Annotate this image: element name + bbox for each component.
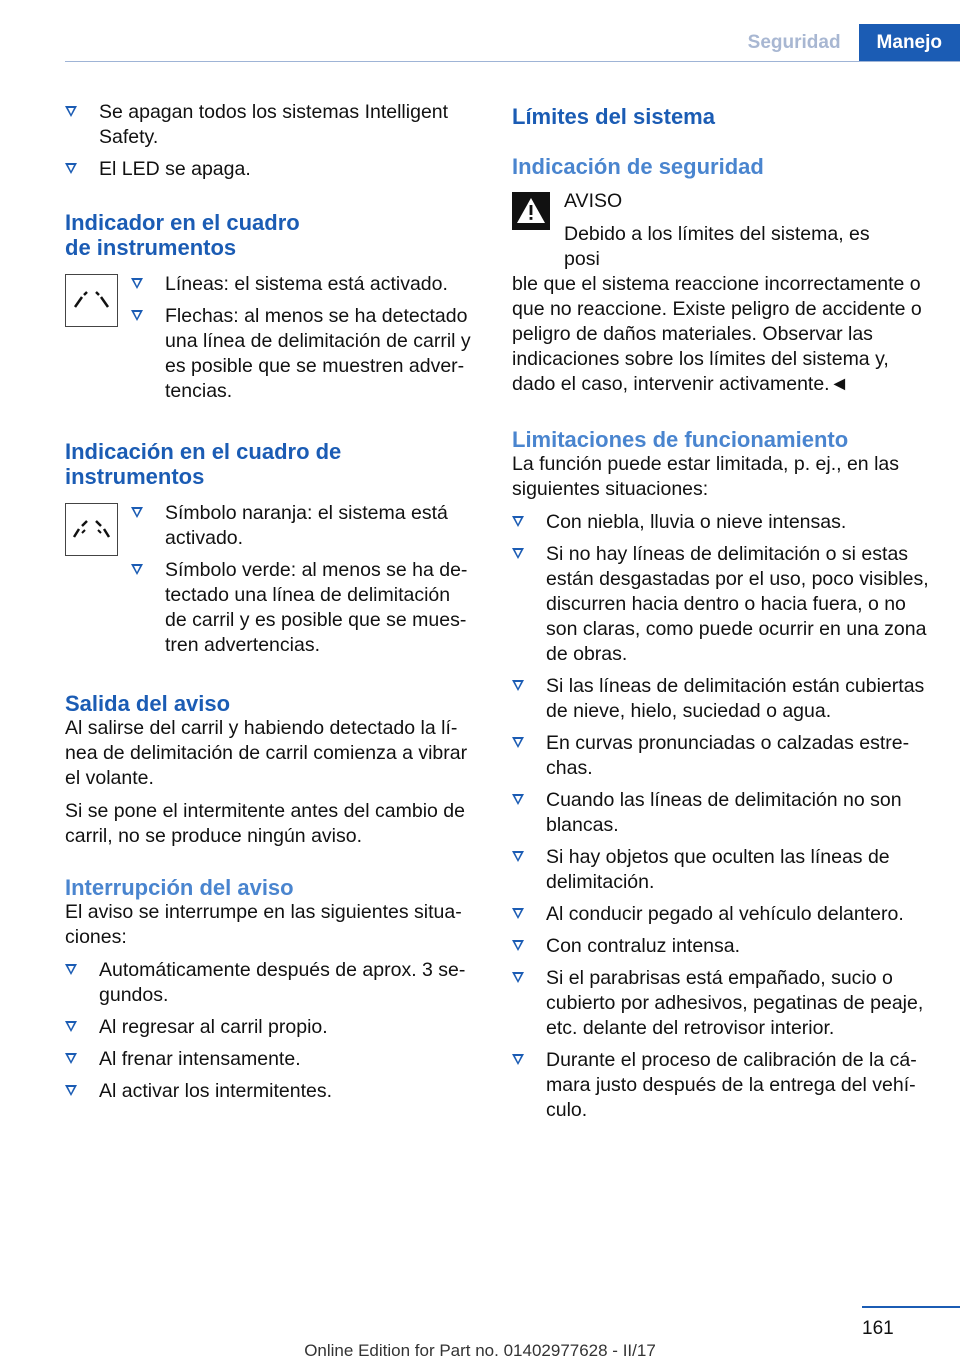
bullet-triangle-icon bbox=[65, 163, 77, 174]
list-item: Cuando las líneas de delimitación no son blancas. bbox=[512, 788, 930, 838]
indication-row bbox=[65, 501, 475, 665]
list-item: Si el parabrisas está empañado, sucio o cubierto por adhesivos, pegatinas de peaje, etc. delante del retrovisor interior. bbox=[512, 966, 930, 1041]
warning-triangle-icon bbox=[512, 192, 550, 230]
bullet-triangle-icon bbox=[512, 908, 524, 919]
warning-text: ble que el sistema reaccione incorrectamente o que no reaccione. Existe peligro de accidente o peligro de daños materiales. Observar las indicaciones sobre los límites del sistema y, dado el caso, intervenir activamente.◄ bbox=[512, 273, 922, 395]
tab-seguridad[interactable]: Seguridad bbox=[730, 24, 859, 62]
lane-lines-symbol-icon bbox=[65, 274, 118, 327]
bullet-triangle-icon bbox=[512, 851, 524, 862]
indicator-bullet-list bbox=[131, 272, 475, 411]
section-heading-seguridad: Indicación de seguridad bbox=[512, 154, 764, 179]
limitations-bullet-list bbox=[512, 510, 930, 1123]
edition-footer: Online Edition for Part no. 01402977628 - II/17 bbox=[304, 1341, 656, 1360]
section-heading-indicador: Indicador en el cuadro de instrumentos bbox=[65, 210, 300, 260]
list-item: Si las líneas de delimitación están cubiertas de nieve, hielo, suciedad o agua. bbox=[512, 674, 930, 724]
list-item: Flechas: al menos se ha detectado una línea de delimitación de carril y es posible que se muestren advertencias. bbox=[131, 304, 475, 404]
warning-text-line: Debido a los límites del sistema, es posi bbox=[564, 223, 870, 270]
bullet-triangle-icon bbox=[131, 310, 143, 321]
right-column bbox=[512, 100, 930, 1130]
bullet-triangle-icon bbox=[512, 680, 524, 691]
paragraph: Al salirse del carril y habiendo detectado la línea de delimitación de carril comienza a vibrar el volante. bbox=[65, 717, 468, 789]
lane-departure-symbol-icon bbox=[65, 503, 118, 556]
list-item: Símbolo naranja: el sistema está activado. bbox=[131, 501, 475, 551]
section-heading-interrupcion: Interrupción del aviso bbox=[65, 875, 294, 900]
header-tabs bbox=[730, 24, 960, 62]
bullet-triangle-icon bbox=[512, 794, 524, 805]
list-item: Al conducir pegado al vehículo delantero. bbox=[512, 902, 930, 927]
top-bullet-list bbox=[65, 100, 475, 182]
bullet-triangle-icon bbox=[512, 516, 524, 527]
section-heading-indicacion: Indicación en el cuadro de instrumentos bbox=[65, 439, 342, 489]
indication-bullet-list bbox=[131, 501, 475, 665]
list-item: Símbolo verde: al menos se ha detectado una línea de delimitación de carril y es posible que se muestren advertencias. bbox=[131, 558, 475, 658]
list-item: Si no hay líneas de delimitación o si estas están desgastadas por el uso, poco visibles, discurren hacia dentro o hacia fuera, o no son claras, como puede ocurrir en una zona de obras. bbox=[512, 542, 930, 667]
bullet-triangle-icon bbox=[131, 564, 143, 575]
footer-divider bbox=[862, 1306, 960, 1308]
list-item: Se apagan todos los sistemas Intelligent Safety. bbox=[65, 100, 475, 150]
bullet-triangle-icon bbox=[512, 1054, 524, 1065]
bullet-triangle-icon bbox=[65, 1021, 77, 1032]
paragraph: El aviso se interrumpe en las siguientes situaciones: bbox=[65, 901, 462, 948]
list-item: Al frenar intensamente. bbox=[65, 1047, 475, 1072]
paragraph: Si se pone el intermitente antes del cambio de carril, no se produce ningún aviso. bbox=[65, 800, 465, 847]
list-item: Automáticamente después de aprox. 3 segundos. bbox=[65, 958, 475, 1008]
tab-manejo[interactable]: Manejo bbox=[859, 24, 960, 62]
bullet-triangle-icon bbox=[65, 1053, 77, 1064]
paragraph: La función puede estar limitada, p. ej., en las siguientes situaciones: bbox=[512, 453, 899, 500]
bullet-triangle-icon bbox=[65, 106, 77, 117]
indicator-row bbox=[65, 272, 475, 411]
bullet-triangle-icon bbox=[65, 964, 77, 975]
bullet-triangle-icon bbox=[131, 507, 143, 518]
bullet-triangle-icon bbox=[65, 1085, 77, 1096]
list-item: Si hay objetos que oculten las líneas de delimitación. bbox=[512, 845, 930, 895]
section-heading-salida: Salida del aviso bbox=[65, 691, 231, 716]
bullet-triangle-icon bbox=[512, 972, 524, 983]
list-item: Durante el proceso de calibración de la cámara justo después de la entrega del vehículo. bbox=[512, 1048, 930, 1123]
bullet-triangle-icon bbox=[512, 737, 524, 748]
section-heading-limites: Límites del sistema bbox=[512, 104, 715, 129]
list-item: Al regresar al carril propio. bbox=[65, 1015, 475, 1040]
list-item: El LED se apaga. bbox=[65, 157, 475, 182]
bullet-triangle-icon bbox=[512, 548, 524, 559]
left-column bbox=[65, 100, 475, 1111]
interruption-bullet-list bbox=[65, 958, 475, 1104]
page-number: 161 bbox=[862, 1318, 894, 1339]
bullet-triangle-icon bbox=[131, 278, 143, 289]
list-item: Al activar los intermitentes. bbox=[65, 1079, 475, 1104]
warning-title: AVISO bbox=[564, 190, 623, 212]
header-divider bbox=[65, 61, 960, 62]
warning-block bbox=[512, 189, 930, 397]
list-item: Con contraluz intensa. bbox=[512, 934, 930, 959]
list-item: En curvas pronunciadas o calzadas estrechas. bbox=[512, 731, 930, 781]
bullet-triangle-icon bbox=[512, 940, 524, 951]
list-item: Líneas: el sistema está activado. bbox=[131, 272, 475, 297]
list-item: Con niebla, lluvia o nieve intensas. bbox=[512, 510, 930, 535]
section-heading-limitaciones: Limitaciones de funcionamiento bbox=[512, 427, 849, 452]
